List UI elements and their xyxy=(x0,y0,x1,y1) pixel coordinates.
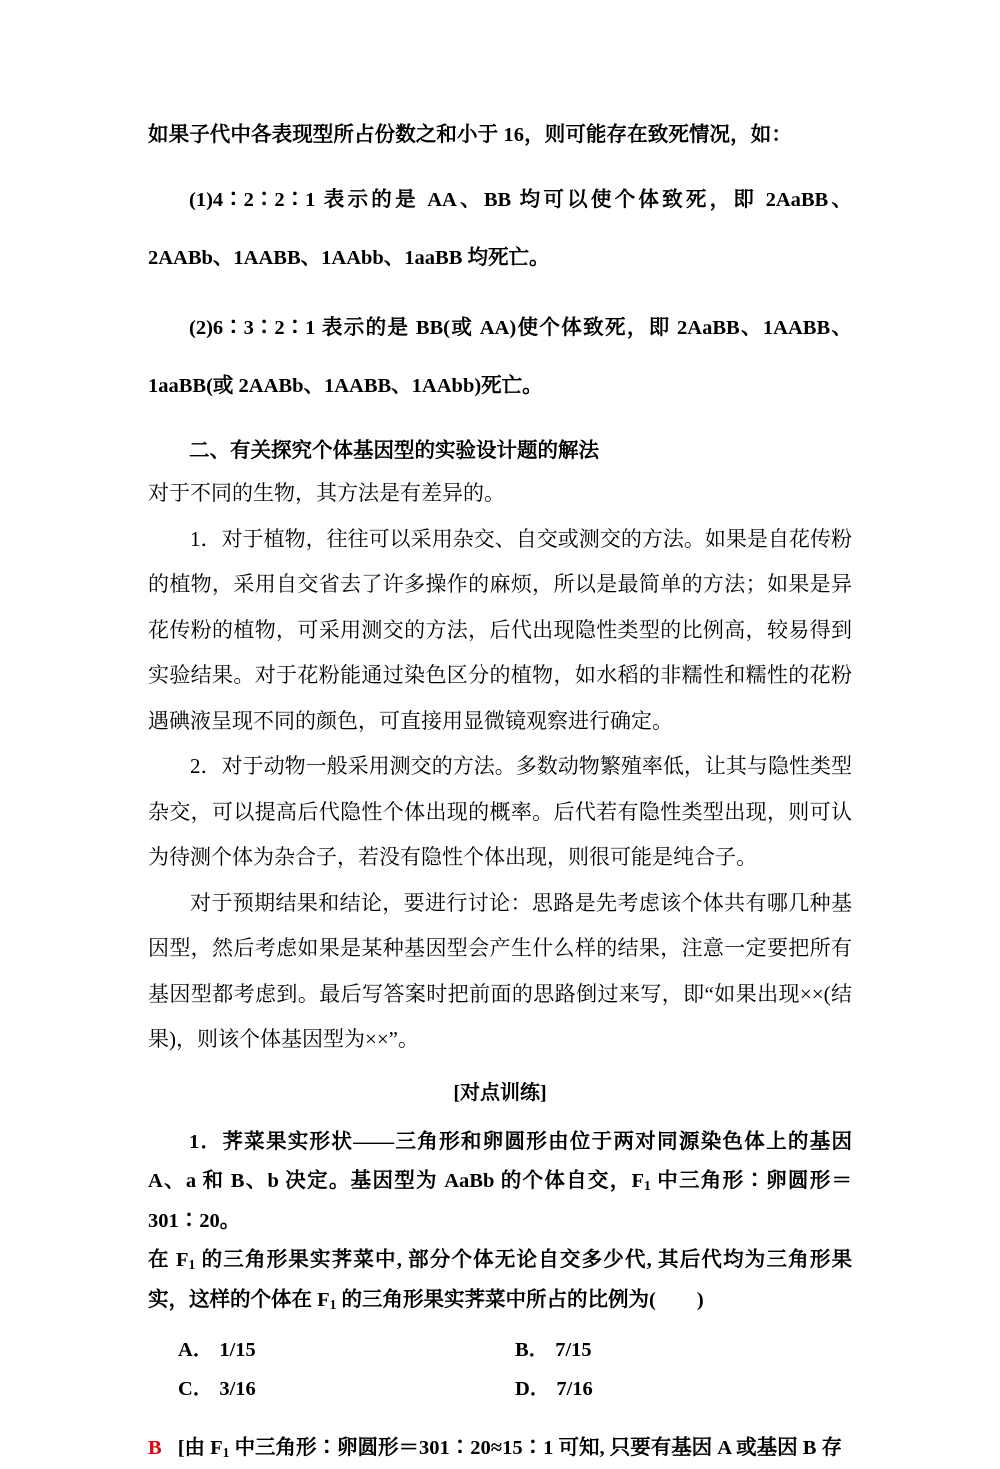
drill-section-title: [对点训练] xyxy=(453,1081,547,1104)
question-1-options xyxy=(148,1331,852,1409)
spacer xyxy=(148,1115,852,1123)
question-1-text-d: 的三角形果实荠菜中, 部分个体无论自交多少代, 其后代均为三角形果实，这样的个体在 F xyxy=(148,1248,852,1311)
answer-explanation-a: [由 F xyxy=(177,1436,223,1459)
page-content xyxy=(148,112,852,1469)
spacer xyxy=(148,1321,852,1331)
question-1-text-e: 的三角形果实荠菜中所占的比例为( ) xyxy=(336,1288,704,1311)
answer-explanation-b: 中三角形∶卵圆形＝301∶20≈15∶1 可知, 只要有基因 A 或基因 B 存 xyxy=(229,1436,843,1459)
option-d[interactable] xyxy=(515,1370,852,1409)
option-b-label: B． xyxy=(515,1338,550,1361)
spacer xyxy=(148,1409,852,1429)
answer-explanation-line xyxy=(148,1429,852,1469)
option-c-value: 3/16 xyxy=(219,1377,256,1400)
question-1-text-a: 1．荠菜果实形状——三角形和卵圆形由位于两对同源染色体上的基因 A、a 和 B、b 决定。基因型为 AaBb 的个体自交，F xyxy=(148,1130,852,1192)
intro-case-1: (1)4∶2∶2∶1 表示的是 AA、BB 均可以使个体致死，即 2AaBB、2AABb、1AABB、1AAbb、1aaBB 均死亡。 xyxy=(148,189,852,269)
option-c[interactable] xyxy=(178,1370,515,1409)
option-b-value: 7/15 xyxy=(555,1338,592,1361)
section-item-1: 1．对于植物，往往可以采用杂交、自交或测交的方法。如果是自花传粉的植物，采用自交省去了许多操作的麻烦，所以是最简单的方法；如果是异花传粉的植物，可采用测交的方法，后代出现隐性类型的比例高，较易得到实验结果。对于花粉能通过染色区分的植物，如水稻的非糯性和糯性的花粉遇碘液呈现不同的颜色，可直接用显微镜观察进行确定。 xyxy=(148,526,852,733)
option-c-label: C． xyxy=(178,1377,214,1400)
spacer xyxy=(148,159,852,171)
question-1-text-b: 中三角形∶卵圆形＝301∶20。 xyxy=(148,1169,853,1232)
spacer xyxy=(148,415,852,431)
section-heading: 二、有关探究个体基因型的实验设计题的解法 xyxy=(189,440,599,462)
option-d-label: D． xyxy=(515,1377,551,1400)
spacer xyxy=(148,1063,852,1071)
section-item-3: 对于预期结果和结论，要进行讨论：思路是先考虑该个体共有哪几种基因型，然后考虑如果是某种基因型会产生什么样的结果，注意一定要把所有基因型都考虑到。最后写答案时把前面的思路倒过来写，即“如果出现××(结果)，则该个体基因型为××”。 xyxy=(148,890,852,1051)
question-1-line-1 xyxy=(148,1123,852,1241)
intro-case-2: (2)6∶3∶2∶1 表示的是 BB(或 AA)使个体致死，即 2AaBB、1AABB、1aaBB(或 2AABb、1AABB、1AAbb)死亡。 xyxy=(148,317,852,397)
f1-subscript: 1 xyxy=(222,1445,230,1461)
f1-subscript: 1 xyxy=(329,1297,337,1313)
f1-subscript: 1 xyxy=(644,1178,651,1194)
question-1-line-2 xyxy=(148,1241,852,1321)
option-d-value: 7/16 xyxy=(556,1377,593,1400)
intro-lead: 如果子代中各表现型所占份数之和小于 16，则可能存在致死情况，如： xyxy=(148,124,792,146)
option-a[interactable] xyxy=(178,1331,515,1370)
f1-subscript: 1 xyxy=(188,1257,196,1273)
option-b[interactable] xyxy=(515,1331,852,1370)
section-lead: 对于不同的生物，其方法是有差异的。 xyxy=(148,481,505,505)
section-item-2: 2．对于动物一般采用测交的方法。多数动物繁殖率低，让其与隐性类型杂交，可以提高后代隐性个体出现的概率。后代若有隐性类型出现，则可认为待测个体为杂合子，若没有隐性个体出现，则很可能是纯合子。 xyxy=(148,754,852,869)
spacer xyxy=(148,287,852,299)
answer-key-badge: B xyxy=(148,1436,162,1459)
question-1-text-c: 在 F xyxy=(148,1248,189,1271)
option-a-label: A． xyxy=(178,1338,214,1361)
option-a-value: 1/15 xyxy=(219,1338,256,1361)
